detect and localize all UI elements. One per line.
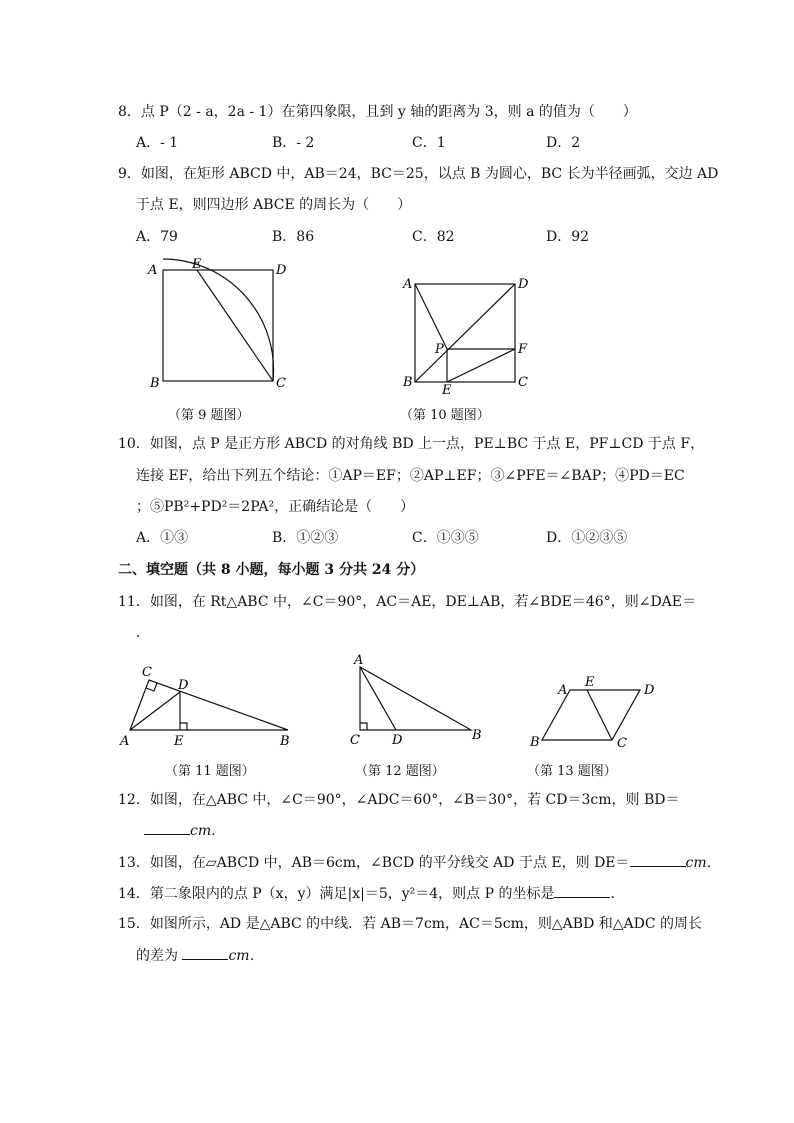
fig12-label-d: D: [392, 733, 403, 748]
figure-12: [340, 650, 495, 750]
fig13-label-c: C: [617, 736, 627, 751]
section-2-title: 二、填空题（共 8 小题，每小题 3 分共 24 分）: [118, 562, 425, 578]
q9-option-a: A．79: [136, 229, 178, 245]
q12-unit: cm．: [190, 823, 226, 839]
q9-option-d: D．92: [546, 229, 590, 245]
q12-answer-blank[interactable]: [144, 820, 190, 835]
fig10-diagonal-bd: [415, 284, 515, 382]
fig13-label-e: E: [585, 675, 595, 690]
figure-10: [395, 272, 545, 397]
fig11-triangle: [130, 680, 288, 730]
fig13-caption: （第 13 题图）: [527, 764, 617, 779]
fig10-label-b: B: [403, 375, 413, 390]
fig13-label-d: D: [644, 683, 655, 698]
fig12-label-b: B: [472, 728, 482, 743]
q15-line1: 15．如图所示，AD 是△ABC 的中线．若 AB＝7cm，AC＝5cm，则△ABD 和△ADC 的周长: [118, 916, 703, 932]
fig11-label-d: D: [178, 678, 189, 693]
q10-option-d: D．①②③⑤: [546, 530, 628, 546]
fig10-label-a: A: [403, 277, 413, 292]
figure-13: [525, 670, 675, 755]
q14-text: 14．第二象限内的点 P（x，y）满足|x|＝5，y²＝4，则点 P 的坐标是: [118, 886, 555, 902]
q8-text: 8．点 P（2 - a，2a - 1）在第四象限，且到 y 轴的距离为 3，则 a 的值为（ ）: [118, 104, 637, 120]
fig11-right-angle-e: [180, 723, 187, 730]
fig9-label-d: D: [276, 263, 287, 278]
q13-answer-blank[interactable]: [630, 852, 686, 867]
q10-line1: 10．如图，点 P 是正方形 ABCD 的对角线 BD 上一点，PE⊥BC 于点 E，PF⊥CD 于点 F，: [118, 436, 705, 452]
fig12-label-c: C: [350, 733, 360, 748]
fig9-caption: （第 9 题图）: [168, 408, 250, 423]
q15-prefix: 的差为: [136, 948, 178, 964]
fig10-caption: （第 10 题图）: [400, 408, 490, 423]
fig12-caption: （第 12 题图）: [355, 764, 445, 779]
fig10-label-c: C: [518, 375, 528, 390]
fig9-label-e: E: [192, 257, 202, 272]
q13-line: [118, 852, 721, 873]
fig11-label-a: A: [120, 734, 130, 748]
fig12-label-a: A: [354, 653, 364, 668]
fig10-segment-ef: [447, 349, 515, 382]
fig10-label-f: F: [518, 342, 528, 357]
fig10-label-e: E: [442, 383, 452, 397]
q10-option-c: C．①③⑤: [412, 530, 479, 546]
fig11-label-e: E: [174, 734, 184, 748]
fig9-arc: [163, 259, 274, 381]
q15-line2: [136, 945, 264, 966]
q15-unit: cm．: [228, 948, 264, 964]
q9-line1: 9．如图，在矩形 ABCD 中，AB＝24，BC＝25，以点 B 为圆心，BC 长为半径画弧，交边 AD: [118, 166, 719, 182]
fig9-label-b: B: [150, 376, 160, 391]
figure-9: [140, 252, 300, 402]
fig12-right-angle-c: [360, 723, 367, 730]
fig9-label-a: A: [148, 263, 158, 278]
q9-option-b: B．86: [272, 229, 315, 245]
fig12-triangle: [360, 667, 471, 730]
fig11-label-b: B: [280, 734, 290, 748]
q9-option-c: C．82: [412, 229, 455, 245]
q15-answer-blank[interactable]: [182, 945, 228, 960]
q11-line2: ．: [136, 625, 150, 641]
fig12-segment-ad: [360, 667, 396, 730]
fig10-segment-ap: [415, 284, 447, 349]
q14-line: [118, 883, 624, 904]
q10-line3: ；⑤PB²+PD²＝2PA²，正确结论是（ ）: [136, 499, 415, 515]
fig13-label-a: A: [558, 683, 568, 698]
q12-line1: 12．如图，在△ABC 中，∠C＝90°，∠ADC＝60°，∠B＝30°，若 CD＝3cm，则 BD＝: [118, 792, 680, 808]
fig9-rectangle: [163, 270, 273, 381]
q10-option-a: A．①③: [136, 530, 189, 546]
q12-line2: [144, 820, 225, 841]
q9-line2: 于点 E，则四边形 ABCE 的周长为（ ）: [136, 197, 412, 213]
fig13-segment-ce: [587, 690, 612, 740]
q10-line2: 连接 EF，给出下列五个结论：①AP＝EF；②AP⊥EF；③∠PFE＝∠BAP；④PD＝EC: [136, 468, 685, 484]
q13-text: 13．如图，在▱ABCD 中，AB＝6cm，∠BCD 的平分线交 AD 于点 E，则 DE＝: [118, 855, 630, 871]
q8-option-a: A．- 1: [136, 135, 179, 151]
fig13-label-b: B: [530, 735, 540, 750]
fig10-label-d: D: [518, 277, 529, 292]
fig10-label-p: P: [435, 342, 444, 357]
q14-answer-blank[interactable]: [554, 883, 610, 898]
q11-line1: 11．如图，在 Rt△ABC 中，∠C＝90°，AC＝AE，DE⊥AB，若∠BDE＝46°，则∠DAE＝: [118, 594, 696, 610]
fig11-label-c: C: [142, 665, 152, 680]
q14-end: ．: [610, 886, 625, 902]
q8-option-c: C．1: [412, 135, 446, 151]
q8-option-d: D．2: [546, 135, 581, 151]
figure-11: [115, 660, 300, 748]
fig11-caption: （第 11 题图）: [165, 764, 255, 779]
q13-unit: cm．: [685, 855, 721, 871]
q8-option-b: B．- 2: [272, 135, 315, 151]
fig9-label-c: C: [276, 376, 286, 391]
q10-option-b: B．①②③: [272, 530, 339, 546]
